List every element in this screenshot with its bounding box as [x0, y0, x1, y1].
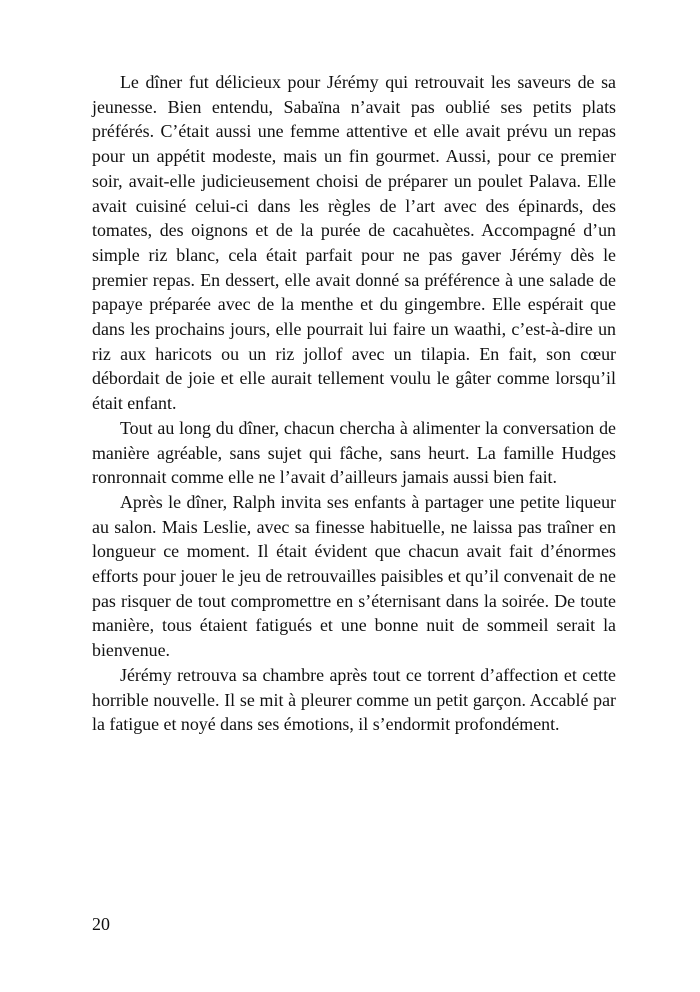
paragraph-conversation: Tout au long du dîner, chacun chercha à alimenter la conversation de manière agréable, sans sujet qui fâche, sans heurt. La famille Hudges ronronnait comme elle ne l’avait d’ailleurs jamais aussi bien fait.	[92, 417, 616, 488]
page-number: 20	[92, 914, 110, 934]
paragraph-bedroom: Jérémy retrouva sa chambre après tout ce torrent d’affection et cette horrible nouvelle. Il se mit à pleurer comme un petit garçon. Accablé par la fatigue et noyé dans ses émotions, il s’endormit profondément.	[92, 664, 616, 735]
paragraph-after-dinner: Après le dîner, Ralph invita ses enfants à partager une petite liqueur au salon. Mais Leslie, avec sa finesse habituelle, ne laissa pas traîner en longueur ce moment. Il était évident que chacun avait fait d’énormes efforts pour jouer le jeu de retrouvailles paisibles et qu’il convenait de ne pas risquer de tout compromettre en s’éternisant dans la soirée. De toute manière, tous étaient fatigués et une bonne nuit de sommeil serait la bienvenue.	[92, 491, 616, 661]
body-text	[92, 70, 616, 737]
paragraph-dinner: Le dîner fut délicieux pour Jérémy qui retrouvait les saveurs de sa jeunesse. Bien entendu, Sabaïna n’avait pas oublié ses petits plats préférés. C’était aussi une femme attentive et elle avait prévu un repas pour un appétit modeste, mais un fin gourmet. Aussi, pour ce premier soir, avait-elle judicieusement choisi de préparer un poulet Palava. Elle avait cuisiné celui-ci dans les règles de l’art avec des épinards, des tomates, des oignons et de la purée de cacahuètes. Accompagné d’un simple riz blanc, cela était parfait pour ne pas gaver Jérémy dès le premier repas. En dessert, elle avait donné sa préférence à une salade de papaye préparée avec de la menthe et du gingembre. Elle espérait que dans les prochains jours, elle pourrait lui faire un waathi, c’est-à-dire un riz aux haricots ou un riz jollof avec un tilapia. En fait, son cœur débordait de joie et elle aurait tellement voulu le gâter comme lorsqu’il était enfant.	[92, 72, 616, 414]
